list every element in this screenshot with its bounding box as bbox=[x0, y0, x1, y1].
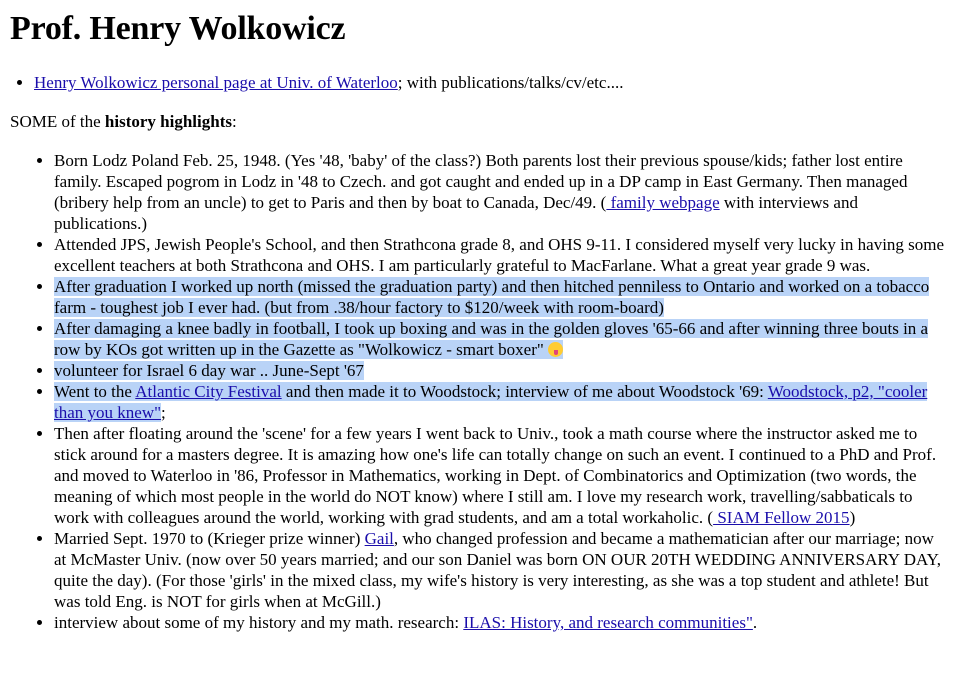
tongue-out-emoji-icon bbox=[548, 342, 563, 357]
top-link-rest: ; with publications/talks/cv/etc.... bbox=[397, 73, 624, 92]
ilas-interview-link[interactable]: ILAS: History, and research communities" bbox=[463, 613, 753, 632]
intro-suffix: : bbox=[231, 112, 237, 131]
personal-page-link[interactable]: Henry Wolkowicz personal page at Univ. of Waterloo bbox=[34, 73, 398, 92]
item-text: , who changed profession and became a mathematician after our marriage; now at McMaster Univ. (now over 50 years married; and our son Daniel was born ON OUR 20TH WEDDING ANNIVERSARY DAY, quite the day). (For those 'girls' in the mixed class, my wife's history is very interesting, as she was a top student and athlete! But was told Eng. is NOT for girls when at McGill.) bbox=[54, 529, 942, 611]
item-text: with interviews and publications.) bbox=[54, 193, 858, 233]
list-item bbox=[54, 150, 946, 234]
item-text-highlighted bbox=[54, 319, 928, 359]
gail-link[interactable]: Gail bbox=[364, 529, 394, 548]
siam-fellow-link[interactable]: SIAM Fellow 2015 bbox=[713, 508, 850, 527]
history-list bbox=[10, 150, 946, 633]
item-text: Born Lodz Poland Feb. 25, 1948. (Yes '48, 'baby' of the class?) Both parents lost their previous spouse/kids; father lost entire family. Escaped pogrom in Lodz in '48 to Czech. and got caught and ended up in a DP camp in East Germany. Then managed (bribery help from an uncle) to get to Paris and then by boat to Canada, Dec/49. ( bbox=[54, 151, 908, 212]
item-text: After damaging a knee badly in football, I took up boxing and was in the golden gloves '65-66 and after winning three bouts in a row by KOs got written up in the Gazette as "Wolkowicz - smart boxer" bbox=[54, 319, 929, 359]
intro-bold: history highlights bbox=[104, 112, 232, 131]
list-item bbox=[54, 528, 946, 612]
item-text: ) bbox=[849, 508, 856, 527]
item-text: Married Sept. 1970 to (Krieger prize winner) bbox=[54, 529, 365, 548]
list-item bbox=[54, 381, 946, 423]
list-item bbox=[54, 276, 946, 318]
list-item bbox=[34, 72, 946, 93]
item-text-highlighted: volunteer for Israel 6 day war .. June-Sept '67 bbox=[54, 361, 364, 380]
item-text: Went to the bbox=[54, 382, 136, 401]
list-item bbox=[54, 612, 946, 633]
atlantic-city-festival-link[interactable]: Atlantic City Festival bbox=[135, 382, 282, 401]
page-title: Prof. Henry Wolkowicz bbox=[10, 10, 346, 47]
list-item bbox=[54, 423, 946, 528]
item-text-highlighted bbox=[54, 382, 927, 422]
item-text-highlighted: After graduation I worked up north (missed the graduation party) and then hitched penniless to Ontario and worked on a tobacco farm - toughest job I ever had. (but from .38/hour factory to $120/week with room-board) bbox=[54, 277, 930, 317]
list-item bbox=[54, 318, 946, 360]
top-list bbox=[10, 72, 946, 93]
woodstock-link[interactable]: Woodstock, p2, "cooler than you knew" bbox=[54, 382, 928, 422]
item-text: Attended JPS, Jewish People's School, and then Strathcona grade 8, and OHS 9-11. I considered myself very lucky in having some excellent teachers at both Strathcona and OHS. I am particularly grateful to MacFarlane. What a great year grade 9 was. bbox=[54, 235, 945, 275]
list-item bbox=[54, 234, 946, 276]
item-text: ; bbox=[161, 403, 166, 422]
item-text: . bbox=[752, 613, 758, 632]
item-text: Then after floating around the 'scene' for a few years I went back to Univ., took a math course where the instructor asked me to stick around for a masters degree. It is amazing how one's life can totally change on such an event. I continued to a PhD and Prof. and moved to Waterloo in '86, Professor in Mathematics, working in Dept. of Combinatorics and Optimization (two words, the meaning of which most people in the world do NOT know) where I still am. I love my research work, travelling/sabbaticals to work with colleagues around the world, working with grad students, and am a total workaholic. ( bbox=[54, 424, 937, 527]
item-text: and then made it to Woodstock; interview of me about Woodstock '69: bbox=[281, 382, 768, 401]
family-webpage-link[interactable]: family webpage bbox=[606, 193, 720, 212]
list-item bbox=[54, 360, 946, 381]
intro-text bbox=[10, 111, 946, 132]
intro-prefix: SOME of the bbox=[10, 112, 105, 131]
item-text: interview about some of my history and my math. research: bbox=[54, 613, 464, 632]
